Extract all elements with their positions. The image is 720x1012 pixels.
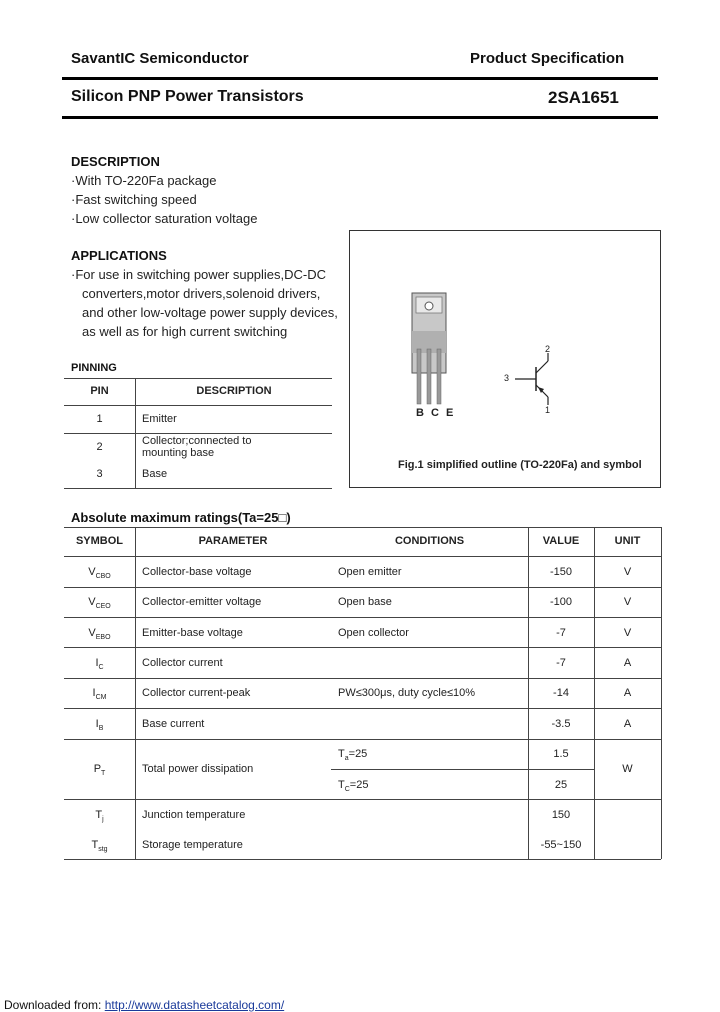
ratings-rule-header [64,556,661,557]
table-row-symbol [64,657,135,671]
symbol-subscript: EBO [95,634,111,642]
table-row-symbol [64,839,135,853]
table-row-unit: A [623,657,632,669]
symbol-subscript: CEO [95,603,111,611]
table-row-symbol [64,809,135,823]
package-pin-labels: B C E [416,407,456,419]
condition-subscript: C [344,786,350,794]
ratings-rule-top [64,527,661,528]
symbol-label-3: 3 [504,373,510,383]
description-title: DESCRIPTION [71,154,160,169]
pinning-header-desc: DESCRIPTION [196,385,272,397]
power-symbol [64,763,135,777]
ratings-col-divider [661,527,662,859]
description-item: ·Low collector saturation voltage [71,211,258,226]
applications-line: converters,motor drivers,solenoid drivers, [82,286,321,301]
description-item: ·Fast switching speed [71,192,197,207]
table-row-value: -100 [549,596,573,608]
table-row-unit: V [623,627,632,639]
ratings-row-rule [64,678,661,679]
table-row-symbol [64,627,135,641]
ratings-row-rule [64,647,661,648]
pinning-rule-header [64,405,332,406]
table-row-parameter: Collector-emitter voltage [142,596,262,608]
footer [4,998,284,1012]
table-row-unit: V [623,566,632,578]
ratings-header-symbol: SYMBOL [75,535,124,547]
table-row-parameter: Base current [142,718,205,730]
symbol-subscript: B [98,725,104,733]
power-condition-case [338,779,368,793]
table-row-parameter: Storage temperature [142,839,243,851]
applications-line: as well as for high current switching [82,324,288,339]
table-row-value: -150 [549,566,573,578]
pinning-title: PINNING [71,362,117,374]
ratings-row-rule [64,587,661,588]
table-row-parameter: Emitter-base voltage [142,627,243,639]
symbol-subscript: stg [98,846,108,854]
ratings-col-divider [135,527,136,859]
table-row-value: -7 [556,627,566,639]
symbol-label-1: 1 [545,405,551,415]
table-row-parameter: Collector current-peak [142,687,251,699]
ratings-header-value: VALUE [542,535,580,547]
table-row-condition: Open base [338,596,392,608]
ratings-power-split-rule [331,769,594,770]
ratings-row-rule [64,739,661,740]
symbol-subscript: CBO [95,573,111,581]
description-list [71,171,257,228]
pinning-rule-bottom [64,488,332,489]
part-number: 2SA1651 [548,88,619,107]
table-row-value: 150 [551,809,571,821]
table-row-symbol [64,718,135,732]
table-row-value: -14 [553,687,569,699]
symbol-letter: I [95,657,99,669]
power-value-2: 25 [554,779,568,791]
symbol-letter: I [92,687,96,699]
ratings-header-unit: UNIT [614,535,641,547]
condition-subscript: a [344,755,349,763]
description-item: ·With TO-220Fa package [71,173,217,188]
ratings-title [71,510,291,525]
pinning-header-pin: PIN [90,385,109,397]
symbol-letter: T [91,839,99,851]
pinning-pin-3: 3 [96,468,103,480]
doc-type: Product Specification [470,50,625,67]
figure-caption: Fig.1 simplified outline (TO-220Fa) and symbol [398,459,642,471]
power-parameter: Total power dissipation [142,763,254,775]
symbol-letter: V [88,566,96,578]
symbol-letter: V [88,596,96,608]
ratings-rule-bottom [64,859,661,860]
applications-title: APPLICATIONS [71,248,167,263]
pinning-desc-2 [142,435,251,459]
table-row-condition: Open emitter [338,566,402,578]
table-row-unit: A [623,687,632,699]
pinning-desc-3: Base [142,468,168,480]
table-row-parameter: Collector-base voltage [142,566,252,578]
table-row-condition: PW≤300μs, duty cycle≤10% [338,687,476,699]
table-row-unit: V [623,596,632,608]
pinning-pin-1: 1 [96,413,103,425]
symbol-subscript: C [98,664,104,672]
company-name: SavantIC Semiconductor [71,50,249,67]
ratings-header-parameter: PARAMETER [198,535,268,547]
table-row-symbol [64,596,135,610]
symbol-letter: T [95,809,103,821]
power-value-1: 1.5 [553,748,569,760]
pinning-rule-top [64,378,332,379]
table-row-condition: Open collector [338,627,409,639]
condition-letter: T [338,779,345,791]
symbol-subscript: T [101,770,106,778]
pinning-row-rule [64,433,332,434]
header-rule-top [62,77,658,80]
table-row-parameter: Junction temperature [142,809,246,821]
product-line: Silicon PNP Power Transistors [71,88,304,105]
ratings-row-rule [64,799,661,800]
applications-text [71,265,338,341]
pinning-desc-2-line2: mounting base [142,447,215,459]
table-row-value: -7 [556,657,566,669]
ratings-row-rule [64,708,661,709]
pinning-desc-2-line1: Collector;connected to [142,435,252,447]
to220-package-drawing [350,231,660,487]
ratings-title-unit: □) [278,510,291,525]
table-row-parameter: Collector current [142,657,223,669]
power-unit: W [622,763,633,775]
symbol-letter: V [88,627,96,639]
power-condition-ambient [338,748,367,762]
header-rule-bottom [62,116,658,119]
footer-link[interactable]: http://www.datasheetcatalog.com/ [104,998,285,1012]
table-row-value: -55~150 [540,839,582,851]
table-row-value: -3.5 [551,718,571,730]
symbol-label-2: 2 [545,344,551,354]
applications-line: ·For use in switching power supplies,DC-DC [71,267,327,282]
ratings-title-text: Absolute maximum ratings(Ta=25 [71,510,279,525]
pinning-pin-2: 2 [96,441,103,453]
footer-prefix: Downloaded from: [4,998,102,1012]
table-row-symbol [64,687,135,701]
ratings-row-rule [64,617,661,618]
symbol-subscript: CM [95,694,107,702]
condition-rest: =25 [349,779,369,791]
condition-letter: T [338,748,345,760]
applications-line: and other low-voltage power supply devices, [82,305,338,320]
pinning-desc-1: Emitter [142,413,177,425]
symbol-letter: I [95,718,99,730]
table-row-symbol [64,566,135,580]
table-row-unit: A [623,718,632,730]
ratings-header-conditions: CONDITIONS [394,535,465,547]
symbol-letter: P [93,763,102,775]
condition-rest: =25 [348,748,368,760]
symbol-subscript: j [102,816,104,824]
figure-box [349,230,661,488]
